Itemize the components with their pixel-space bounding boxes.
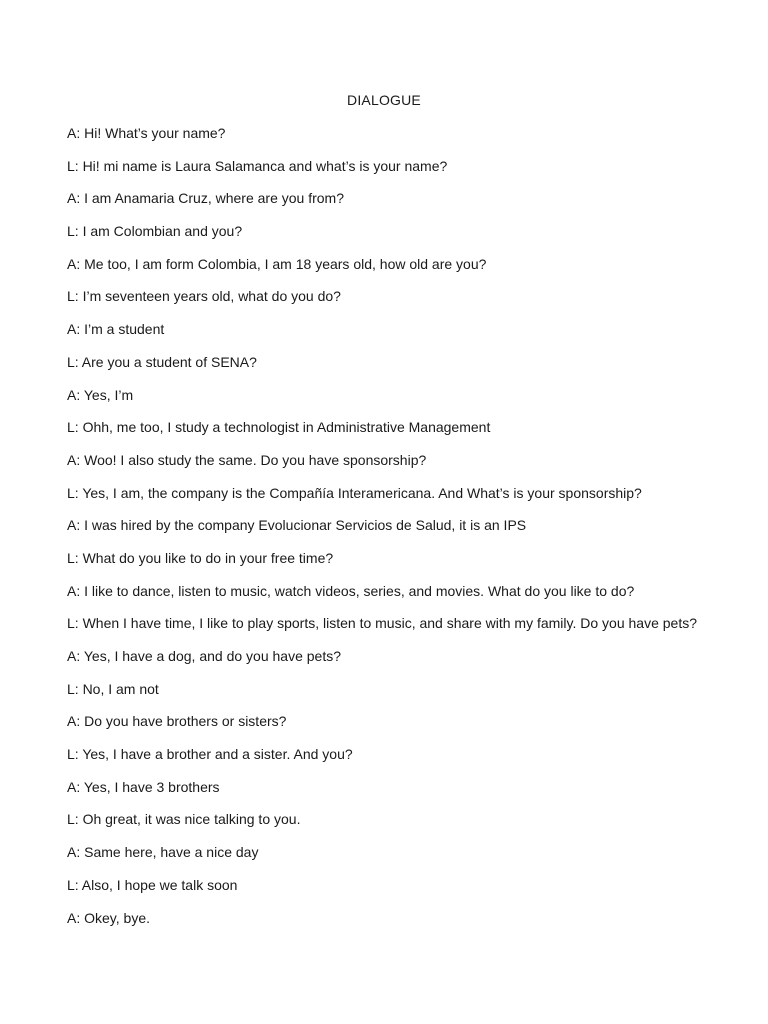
dialogue-line: A: I was hired by the company Evolucionar Servicios de Salud, it is an IPS	[67, 517, 527, 534]
dialogue-line: A: I am Anamaria Cruz, where are you from?	[67, 190, 344, 207]
dialogue-line: A: Yes, I have 3 brothers	[67, 778, 220, 795]
dialogue-line: L: What do you like to do in your free time?	[67, 549, 334, 566]
dialogue-line: A: Same here, have a nice day	[67, 844, 259, 861]
dialogue-line: L: Oh great, it was nice talking to you.	[67, 811, 301, 828]
dialogue-line: A: Do you have brothers or sisters?	[67, 713, 287, 730]
dialogue-line: L: Also, I hope we talk soon	[67, 876, 238, 893]
dialogue-line: L: No, I am not	[67, 680, 159, 697]
dialogue-line: L: Yes, I am, the company is the Compañía Interamericana. And What’s is your sponsorship?	[67, 484, 642, 501]
dialogue-line: A: Okey, bye.	[67, 909, 150, 926]
dialogue-lines	[67, 124, 757, 941]
dialogue-line: A: I’m a student	[67, 321, 165, 338]
dialogue-line: L: When I have time, I like to play sports, listen to music, and share with my family. Do you have pets?	[67, 615, 698, 632]
dialogue-line: A: Me too, I am form Colombia, I am 18 years old, how old are you?	[67, 255, 487, 272]
dialogue-line: L: Hi! mi name is Laura Salamanca and what’s is your name?	[67, 157, 448, 174]
dialogue-line: A: Yes, I’m	[67, 386, 134, 403]
dialogue-line: A: Woo! I also study the same. Do you have sponsorship?	[67, 451, 427, 468]
dialogue-line: A: Yes, I have a dog, and do you have pets?	[67, 648, 341, 664]
dialogue-line: L: I’m seventeen years old, what do you do?	[67, 288, 341, 305]
dialogue-line: L: Ohh, me too, I study a technologist in Administrative Management	[67, 419, 491, 436]
dialogue-line: L: I am Colombian and you?	[67, 223, 243, 240]
dialogue-line: A: Hi! What’s your name?	[67, 125, 226, 141]
dialogue-line: A: I like to dance, listen to music, watch videos, series, and movies. What do you like to do?	[67, 582, 635, 599]
document-title: DIALOGUE	[347, 92, 421, 108]
dialogue-line: L: Yes, I have a brother and a sister. And you?	[67, 746, 353, 763]
dialogue-line: L: Are you a student of SENA?	[67, 353, 257, 370]
